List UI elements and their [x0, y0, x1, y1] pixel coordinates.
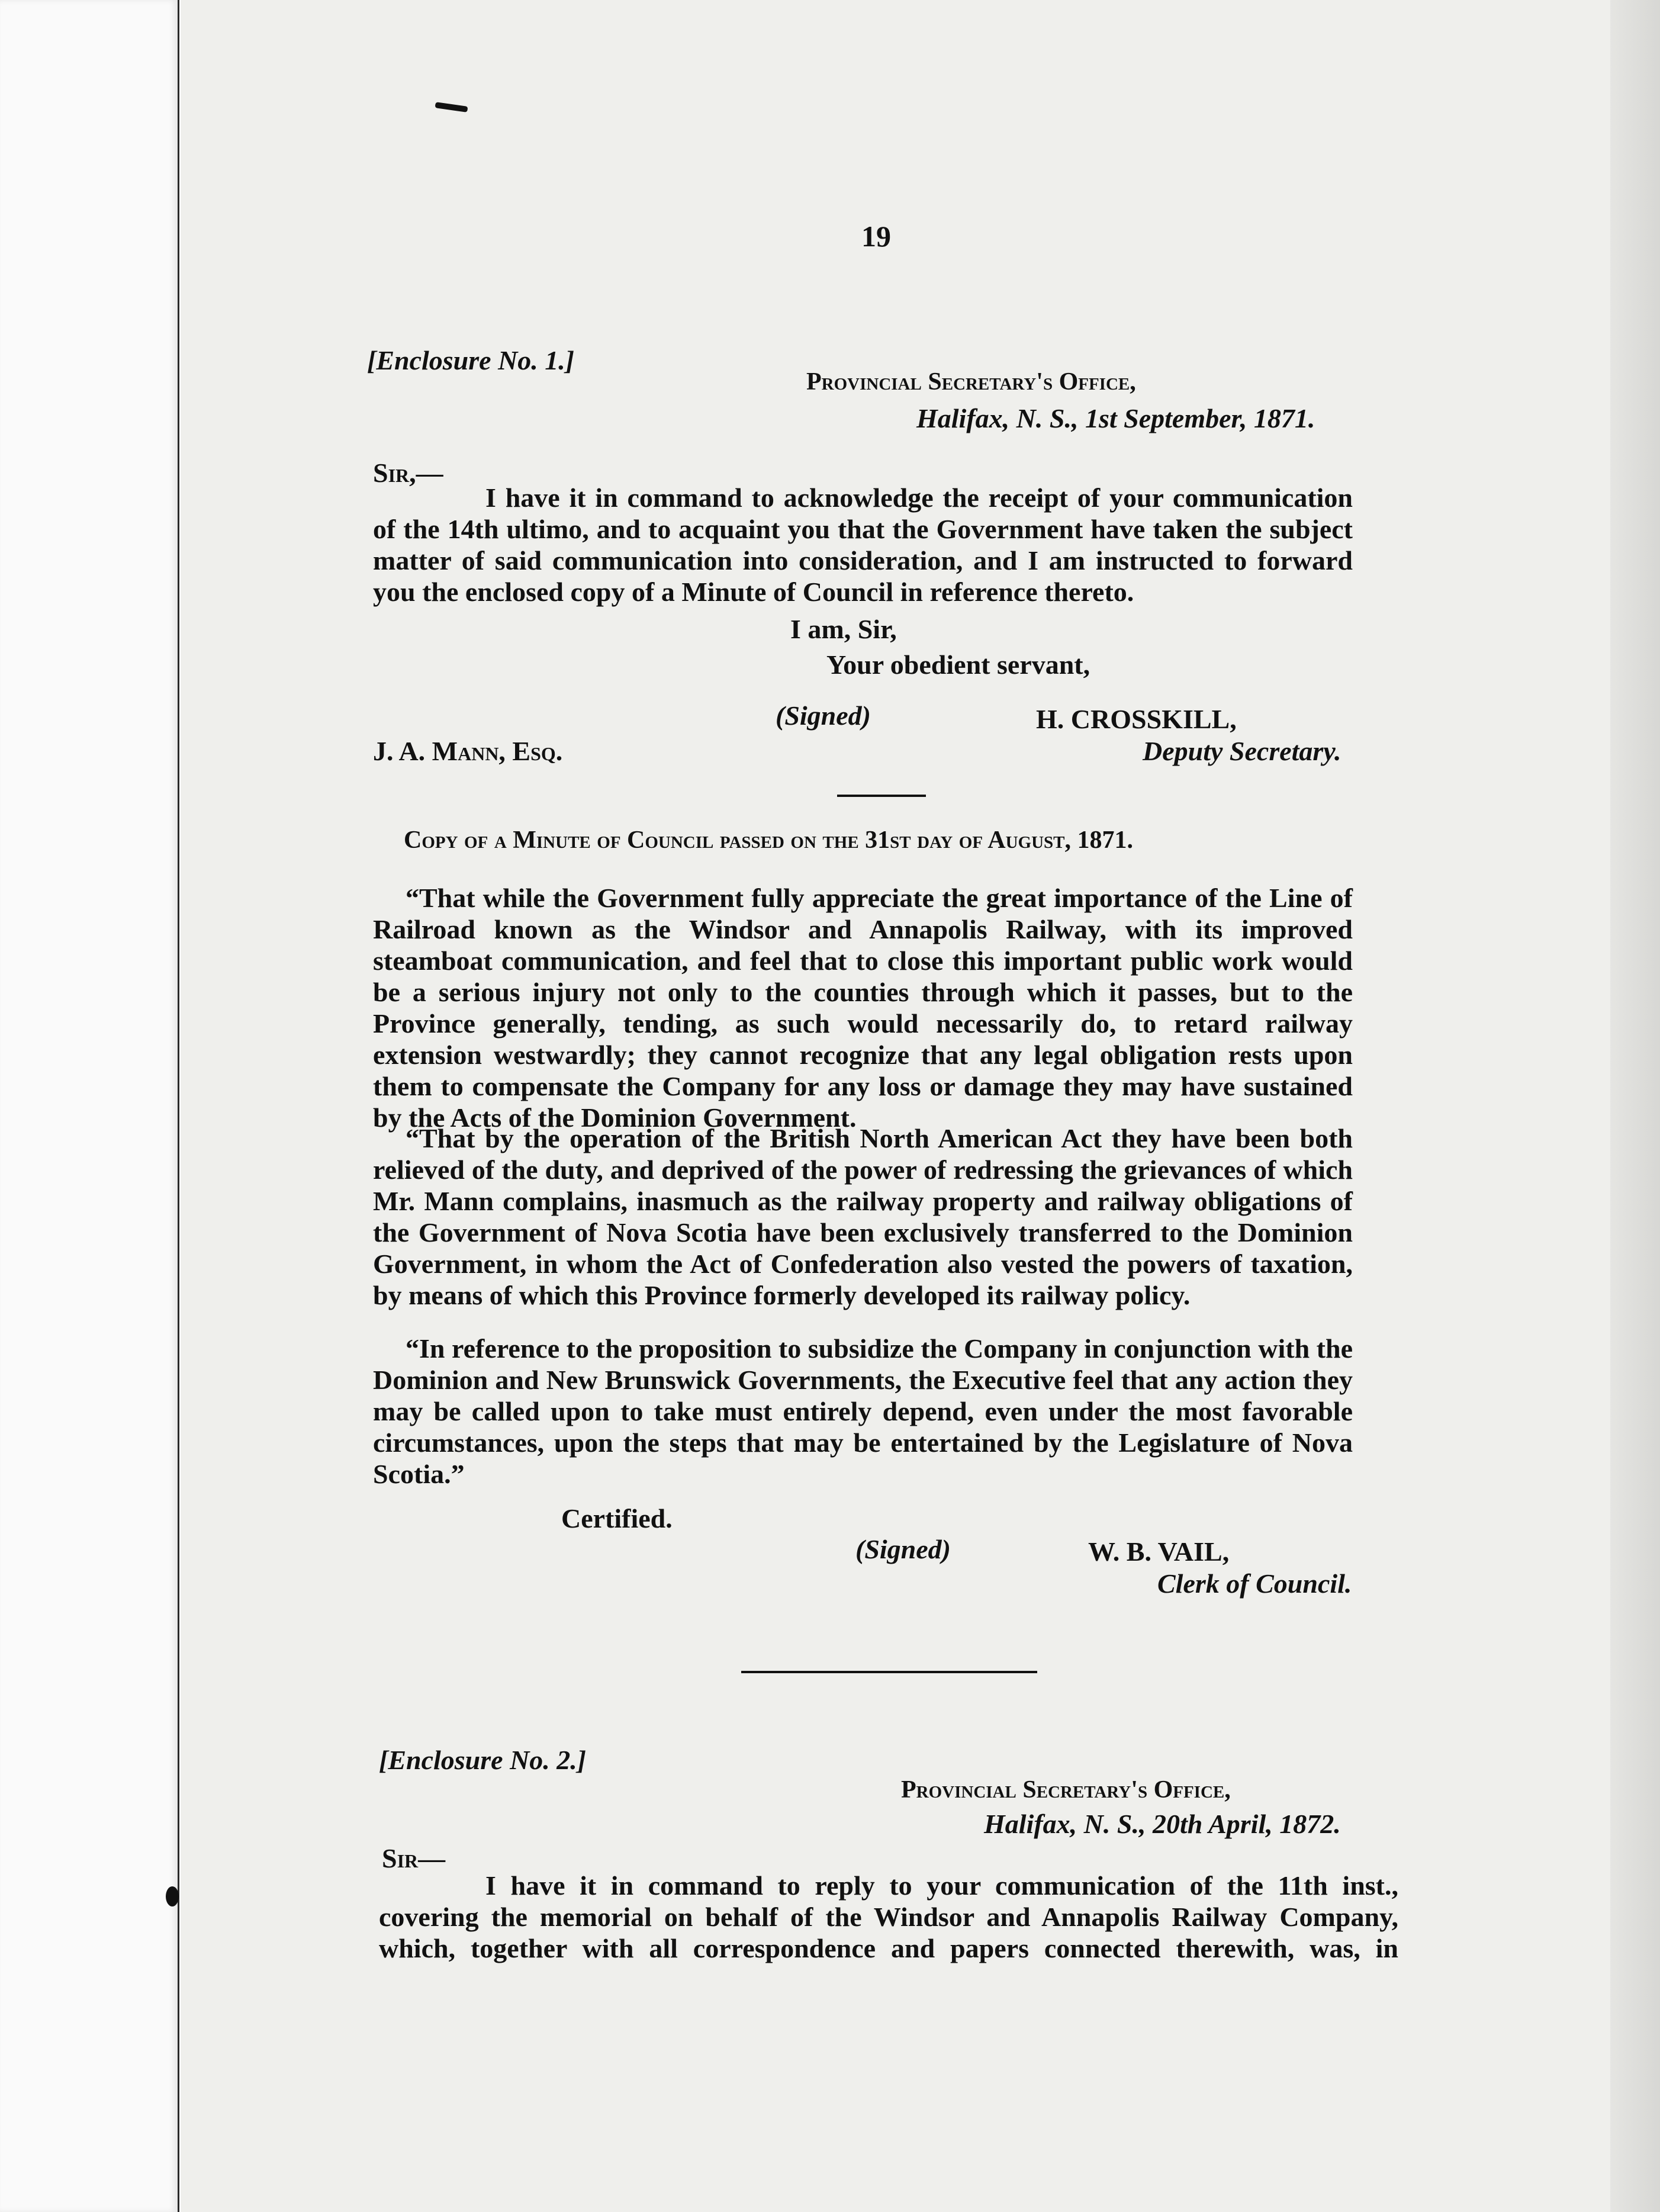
minute-signatory: W. B. VAIL, — [1088, 1536, 1230, 1567]
minute-signed: (Signed) — [855, 1534, 951, 1564]
enclosure-1-closing-2: Your obedient servant, — [826, 650, 1090, 680]
minute-paragraph-2: “That by the operation of the British North American Act they have been both relieved of the duty, and deprived of the power of redressing the grievances of which Mr. Mann complains, inasmuch as the railway property and railway obligations of the Government of Nova Scotia have been exclusively transferred to the Dominion Government, in whom the Act of Confederation also vested the powers of taxation, by means of which this Province formerly developed its railway policy. — [373, 1123, 1353, 1310]
minute-heading: Copy of a Minute of Council passed on the 31st day of August, 1871. — [404, 827, 1134, 854]
enclosure-1-body: I have it in command to acknowledge the receipt of your communication of the 14th ultimo, and to acquaint you that the Government have taken the subject matter of said communication into consideration, and I am instructed to forward you the enclosed copy of a Minute of Council in reference thereto. — [373, 483, 1353, 607]
adjacent-page-edge — [0, 0, 179, 2212]
enclosure-1-signed: (Signed) — [776, 700, 871, 731]
enclosure-2-body: I have it in command to reply to your communication of the 11th inst., covering the memorial on behalf of the Windsor and Annapolis Railway Company, which, together with all correspondence and papers connected therewith, was, in — [379, 1870, 1398, 1963]
enclosure-1-addressee: J. A. Mann, Esq. — [373, 736, 563, 766]
page-edge-shadow — [1610, 0, 1660, 2212]
enclosure-2-salutation: Sir— — [382, 1843, 446, 1873]
minute-paragraph-3: “In reference to the proposition to subsidize the Company in conjunction with the Dominion and New Brunswick Governments, the Executive feel that any action they may be called upon to take must entirely depend, even under the most favorable circumstances, upon the steps that may be entertained by the Legislature of Nova Scotia.” — [373, 1333, 1353, 1489]
divider-short — [837, 795, 926, 797]
minute-signatory-title: Clerk of Council. — [1157, 1568, 1352, 1599]
enclosure-1-label: [Enclosure No. 1.] — [367, 345, 575, 375]
enclosure-2-label: [Enclosure No. 2.] — [379, 1745, 587, 1775]
enclosure-1-office: Provincial Secretary's Office, — [806, 368, 1136, 396]
page-number: 19 — [861, 220, 891, 253]
enclosure-2-place-date: Halifax, N. S., 20th April, 1872. — [984, 1809, 1341, 1839]
binding-hole — [166, 1886, 179, 1906]
enclosure-1-signatory-title: Deputy Secretary. — [1143, 736, 1341, 766]
enclosure-1-place-date: Halifax, N. S., 1st September, 1871. — [916, 403, 1315, 433]
divider-long — [741, 1671, 1037, 1673]
enclosure-1-signatory: H. CROSSKILL, — [1036, 704, 1237, 734]
minute-certified: Certified. — [561, 1503, 673, 1533]
enclosure-2-office: Provincial Secretary's Office, — [901, 1776, 1231, 1803]
enclosure-1-closing-1: I am, Sir, — [790, 614, 897, 644]
enclosure-1-salutation: Sir,— — [373, 458, 443, 488]
minute-paragraph-1: “That while the Government fully appreciate the great importance of the Line of Railroad known as the Windsor and Annapolis Railway, with its improved steamboat communication, and feel that to close this important public work would be a serious injury not only to the counties through which it passes, but to the Province generally, tending, as such would necessarily do, to retard railway extension westwardly; they cannot recognize that any legal obligation rests upon them to compensate the Company for any loss or damage they may have sustained by the Acts of the Dominion Government. — [373, 883, 1353, 1133]
